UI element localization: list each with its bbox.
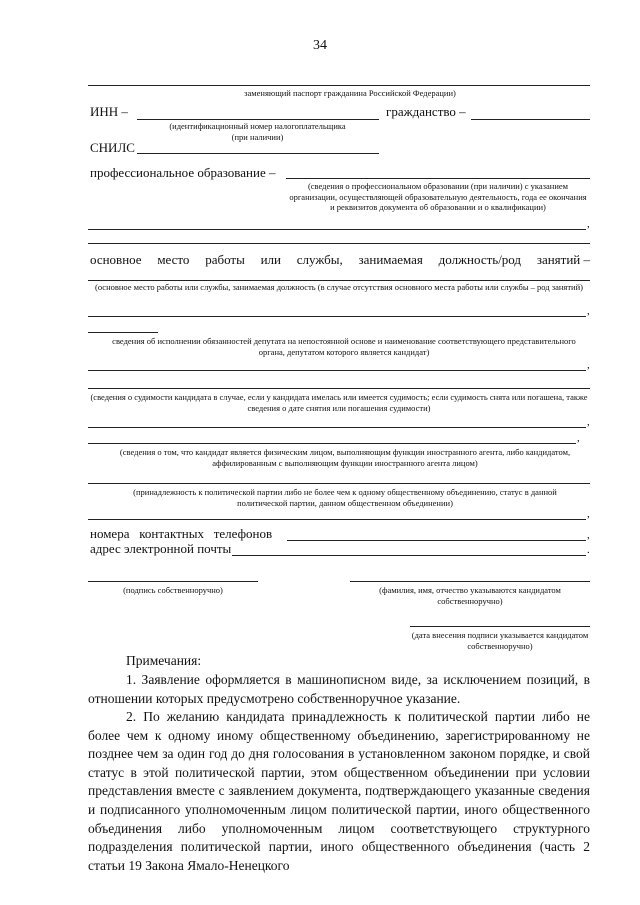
fio-field[interactable] <box>350 581 590 582</box>
education-label: профессиональное образование – <box>90 165 276 180</box>
education-caption: (сведения о профессиональном образовании (при наличии) с указанием организации, осуществляющей образовательную деятельность, года ее окончания и реквизитов документа об образовании и о квалификации) <box>289 181 587 212</box>
work-caption: (основное место работы или службы, занимаемая должность (в случае отсутствия основного места работы или службы – род занятий) <box>95 282 583 292</box>
deputy-line-2[interactable] <box>88 370 586 371</box>
date-caption: (дата внесения подписи указывается кандидатом собственноручно) <box>411 630 589 651</box>
phones-label: номера контактных телефонов <box>90 526 273 541</box>
note-item-2: 2. По желанию кандидата принадлежность к политической партии либо не более чем к одному иному общественному объединению, зарегистрированному не позднее чем за один год до дня голосования в установленном законом порядке, и свой статус в этой политической партии, этом общественном объединении при условии представления вместе с заявлением документа, подтверждающего указанные сведения и подписанного уполномоченным лицом политической партии, иного общественного объединения либо уполномоченным лицом соответствующего структурного подразделения политической партии, иного общественного объединения (часть 2 статьи 19 Закона Ямало-Ненецкого <box>88 709 590 873</box>
inn-caption: (идентификационный номер налогоплательщика (при наличии) <box>169 121 346 142</box>
education-line-2[interactable] <box>88 229 586 230</box>
work-word: место <box>157 252 190 267</box>
inn-label: ИНН – <box>90 104 128 119</box>
fio-caption: (фамилия, имя, отчество указываются кандидатом собственноручно) <box>379 585 561 606</box>
work-word: должность/род <box>438 252 522 267</box>
work-word: службы, <box>296 252 343 267</box>
period-mark: . <box>587 544 590 556</box>
comma-mark: , <box>577 432 580 444</box>
comma-mark: , <box>587 359 590 371</box>
signature-field[interactable] <box>88 581 258 582</box>
snils-label: СНИЛС <box>90 140 135 155</box>
work-label-row <box>90 252 590 268</box>
work-word: занятий – <box>536 252 590 267</box>
email-field[interactable] <box>232 555 586 556</box>
education-field[interactable] <box>286 178 590 179</box>
passport-caption: заменяющий паспорт гражданина Российской Федерации) <box>244 88 456 98</box>
passport-line[interactable] <box>88 85 590 86</box>
education-line-3[interactable] <box>88 243 590 244</box>
citizenship-field[interactable] <box>471 119 590 120</box>
work-word: занимаемая <box>358 252 423 267</box>
conviction-caption: (сведения о судимости кандидата в случае, если у кандидата имелась или имеется судимость; если судимость снята или погашена, также сведения о дате снятия или погашения судимости) <box>90 392 588 413</box>
phones-field[interactable] <box>287 540 586 541</box>
work-field[interactable] <box>88 280 590 281</box>
deputy-line-3[interactable] <box>88 388 590 389</box>
deputy-caption: сведения об исполнении обязанностей депутата на непостоянной основе и наименование соответствующего представительного органа, депутатом которого является кандидат) <box>112 336 576 357</box>
party-field[interactable] <box>88 483 590 484</box>
notes-title: Примечания: <box>126 653 202 668</box>
email-label: адрес электронной почты <box>90 541 232 556</box>
foreign-agent-field[interactable] <box>88 443 576 444</box>
citizenship-label: гражданство – <box>386 104 466 119</box>
page-number: 34 <box>313 38 327 53</box>
snils-field[interactable] <box>137 153 379 154</box>
work-word: работы <box>205 252 245 267</box>
comma-mark: , <box>587 508 590 520</box>
comma-mark: , <box>587 305 590 317</box>
signature-caption: (подпись собственноручно) <box>123 585 223 595</box>
work-word: или <box>260 252 281 267</box>
work-line-2[interactable] <box>88 316 586 317</box>
note-item-1: 1. Заявление оформляется в машинописном виде, за исключением позиций, в отношении которых предусмотрено собственноручное указание. <box>88 672 590 706</box>
party-caption: (принадлежность к политической партии либо не более чем к одному общественному объединению, статус в данной политической партии, данном общественном объединении) <box>133 487 557 508</box>
party-line-2[interactable] <box>88 519 586 520</box>
foreign-agent-caption: (сведения о том, что кандидат является физическим лицом, выполняющим функции иностранного агента, либо кандидатом, аффилированным с выполняющим функции иностранного агента лицом) <box>119 447 571 468</box>
deputy-field[interactable] <box>88 332 158 333</box>
date-field[interactable] <box>410 626 590 627</box>
comma-mark: , <box>587 529 590 541</box>
comma-mark: , <box>587 416 590 428</box>
inn-field[interactable] <box>137 119 379 120</box>
conviction-line-2[interactable] <box>88 427 586 428</box>
comma-mark: , <box>587 218 590 230</box>
work-word: основное <box>90 252 142 267</box>
